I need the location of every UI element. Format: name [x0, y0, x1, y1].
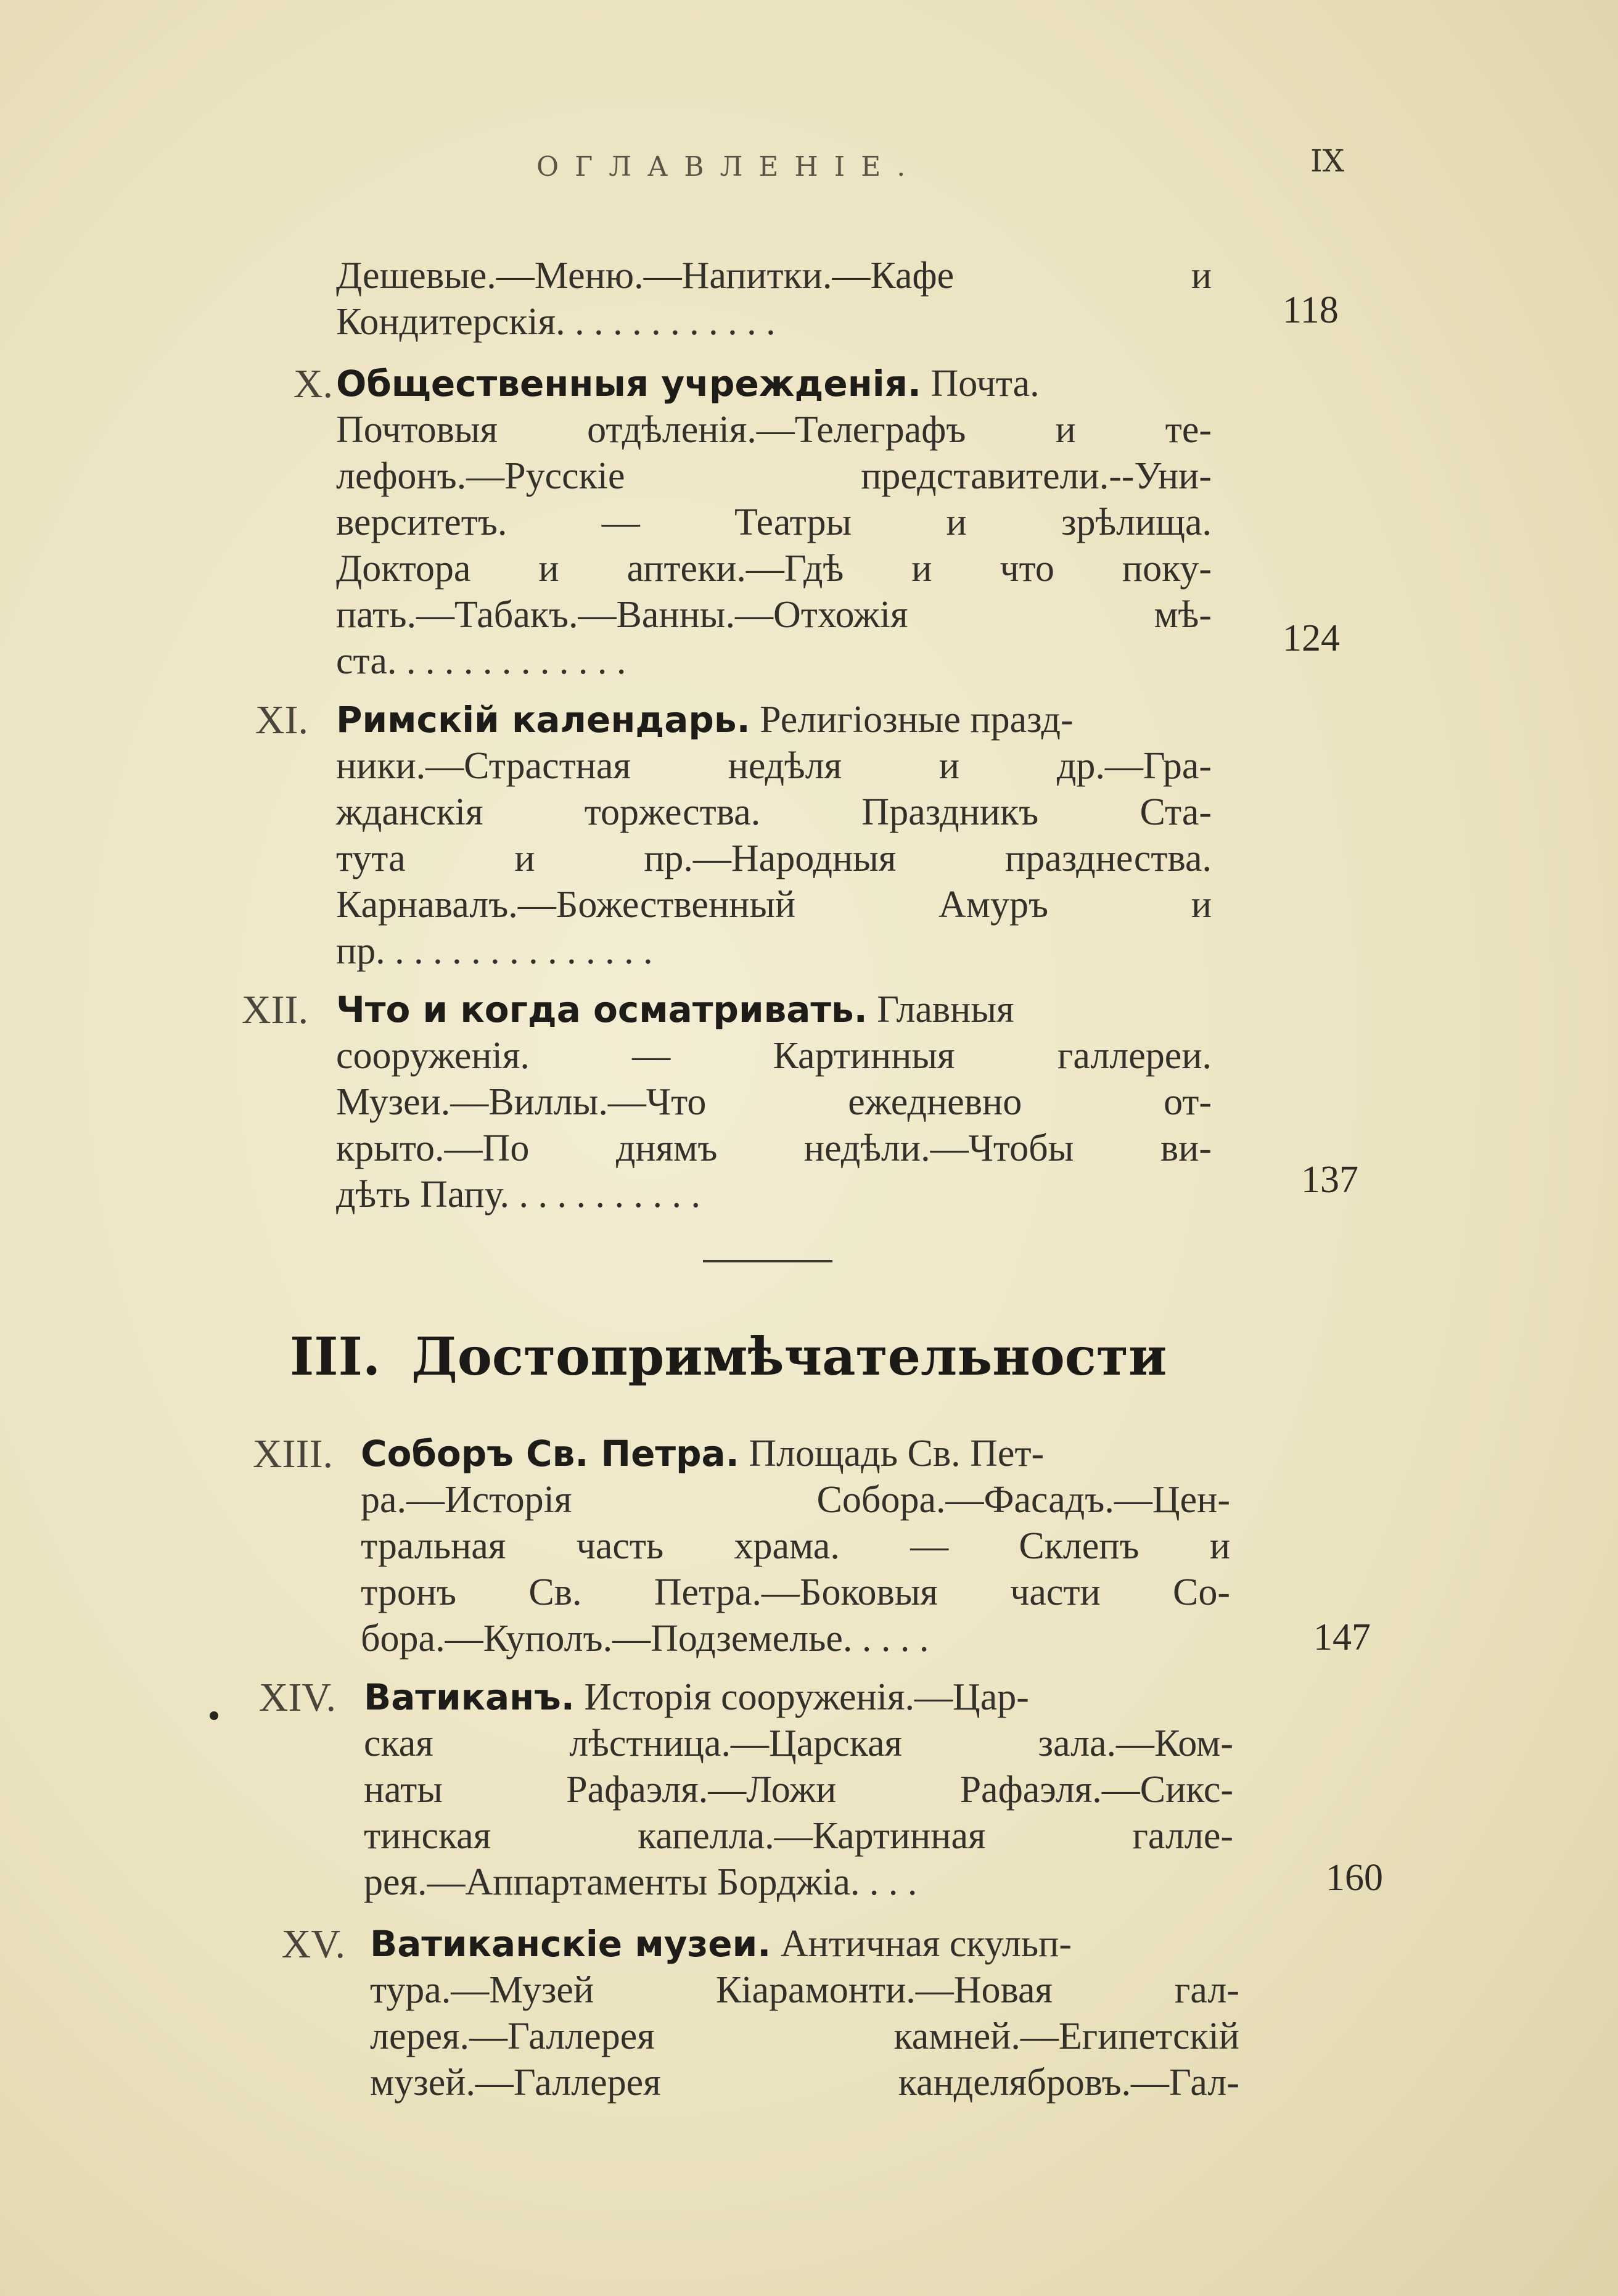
- chapter-number: XII.: [241, 987, 308, 1032]
- section-divider: [703, 1260, 832, 1262]
- toc-line-first: [361, 1431, 1230, 1477]
- toc-line: крыто.—По днямъ недѣли.—Чтобы ви-: [336, 1127, 1212, 1169]
- section-heading: [290, 1326, 1167, 1387]
- toc-line-first: [336, 697, 1212, 743]
- toc-line: тронъ Св. Петра.—Боковыя части Со-: [361, 1571, 1230, 1613]
- toc-line-text: Площадь Св. Пет-: [739, 1433, 1045, 1475]
- chapter-title: Ватиканъ.: [364, 1676, 575, 1718]
- chapter-title: Общественныя учрежденія.: [336, 363, 921, 405]
- chapter-title: Римскій календарь.: [336, 699, 750, 741]
- chapter-title: Что и когда осматривать.: [336, 989, 868, 1031]
- toc-line: тральная часть храма. — Склепъ и: [361, 1525, 1230, 1567]
- toc-line: ста. . . . . . . . . . . . .: [336, 640, 626, 682]
- ink-dot: [210, 1711, 218, 1720]
- chapter-number: XIV.: [258, 1675, 336, 1720]
- toc-line: жданскія торжества. Праздникъ Ста-: [336, 791, 1212, 833]
- running-title: ОГЛАВЛЕНІЕ.: [536, 151, 922, 183]
- toc-line: ская лѣстница.—Царская зала.—Ком-: [364, 1722, 1233, 1764]
- toc-line: лерея.—Галлерея камней.—Египетскій: [370, 2015, 1239, 2057]
- toc-line: лефонъ.—Русскіе представители.--Уни-: [336, 455, 1212, 497]
- toc-line: Карнавалъ.—Божественный Амуръ и: [336, 884, 1212, 926]
- section-number: III.: [290, 1326, 381, 1387]
- toc-page-number: 160: [1326, 1857, 1383, 1899]
- chapter-title: Соборъ Св. Петра.: [361, 1433, 739, 1475]
- page-number: IX: [1310, 143, 1345, 179]
- toc-line: Почтовыя отдѣленія.—Телеграфъ и те-: [336, 409, 1212, 451]
- toc-line: Кондитерскія. . . . . . . . . . . .: [336, 301, 776, 343]
- section-title: Достопримѣчательности: [411, 1326, 1167, 1387]
- toc-line: дѣть Папу. . . . . . . . . . .: [336, 1174, 701, 1216]
- chapter-title: Ватиканскіе музеи.: [370, 1923, 771, 1965]
- toc-line-first: [364, 1674, 1233, 1721]
- toc-line: пать.—Табакъ.—Ванны.—Отхожія мѣ-: [336, 594, 1212, 636]
- toc-line-first: [336, 361, 1212, 407]
- toc-line-text: Религіозные празд-: [750, 699, 1074, 741]
- toc-line-first: [336, 987, 1212, 1033]
- toc-page-number: 137: [1301, 1159, 1358, 1201]
- toc-line: верситетъ. — Театры и зрѣлища.: [336, 501, 1212, 543]
- toc-line: бора.—Куполъ.—Подземелье. . . . .: [361, 1618, 929, 1660]
- toc-page-number: 124: [1283, 617, 1340, 659]
- toc-line-text: Почта.: [921, 363, 1040, 405]
- toc-line: Дешевые.—Меню.—Напитки.—Кафе и: [336, 255, 1212, 297]
- toc-line: Доктора и аптеки.—Гдѣ и что поку-: [336, 548, 1212, 590]
- toc-line: рея.—Аппартаменты Борджіа. . . .: [364, 1861, 918, 1903]
- toc-line: тинская капелла.—Картинная галле-: [364, 1815, 1233, 1857]
- toc-line: тута и пр.—Народныя празднества.: [336, 837, 1212, 879]
- toc-line-first: [370, 1921, 1239, 1967]
- toc-page-number: 147: [1313, 1616, 1371, 1658]
- toc-line: тура.—Музей Кіарамонти.—Новая гал-: [370, 1969, 1239, 2011]
- toc-line: пр. . . . . . . . . . . . . . .: [336, 930, 653, 972]
- toc-line-text: Главныя: [867, 989, 1014, 1031]
- toc-page-number: 118: [1283, 289, 1339, 331]
- toc-line: Музеи.—Виллы.—Что ежедневно от-: [336, 1081, 1212, 1123]
- toc-line: музей.—Галлерея канделябровъ.—Гал-: [370, 2062, 1239, 2104]
- toc-line: сооруженія. — Картинныя галлереи.: [336, 1035, 1212, 1077]
- toc-line: ра.—Исторія Собора.—Фасадъ.—Цен-: [361, 1479, 1230, 1521]
- chapter-number: X.: [293, 361, 333, 406]
- chapter-number: XV.: [281, 1922, 345, 1967]
- toc-line-text: Античная скульп-: [771, 1923, 1072, 1965]
- toc-line: наты Рафаэля.—Ложи Рафаэля.—Сикс-: [364, 1769, 1233, 1811]
- chapter-number: XIII.: [252, 1431, 333, 1476]
- toc-line: ники.—Страстная недѣля и др.—Гра-: [336, 745, 1212, 787]
- toc-line-text: Исторія сооруженія.—Цар-: [574, 1676, 1029, 1718]
- chapter-number: XI.: [255, 697, 308, 743]
